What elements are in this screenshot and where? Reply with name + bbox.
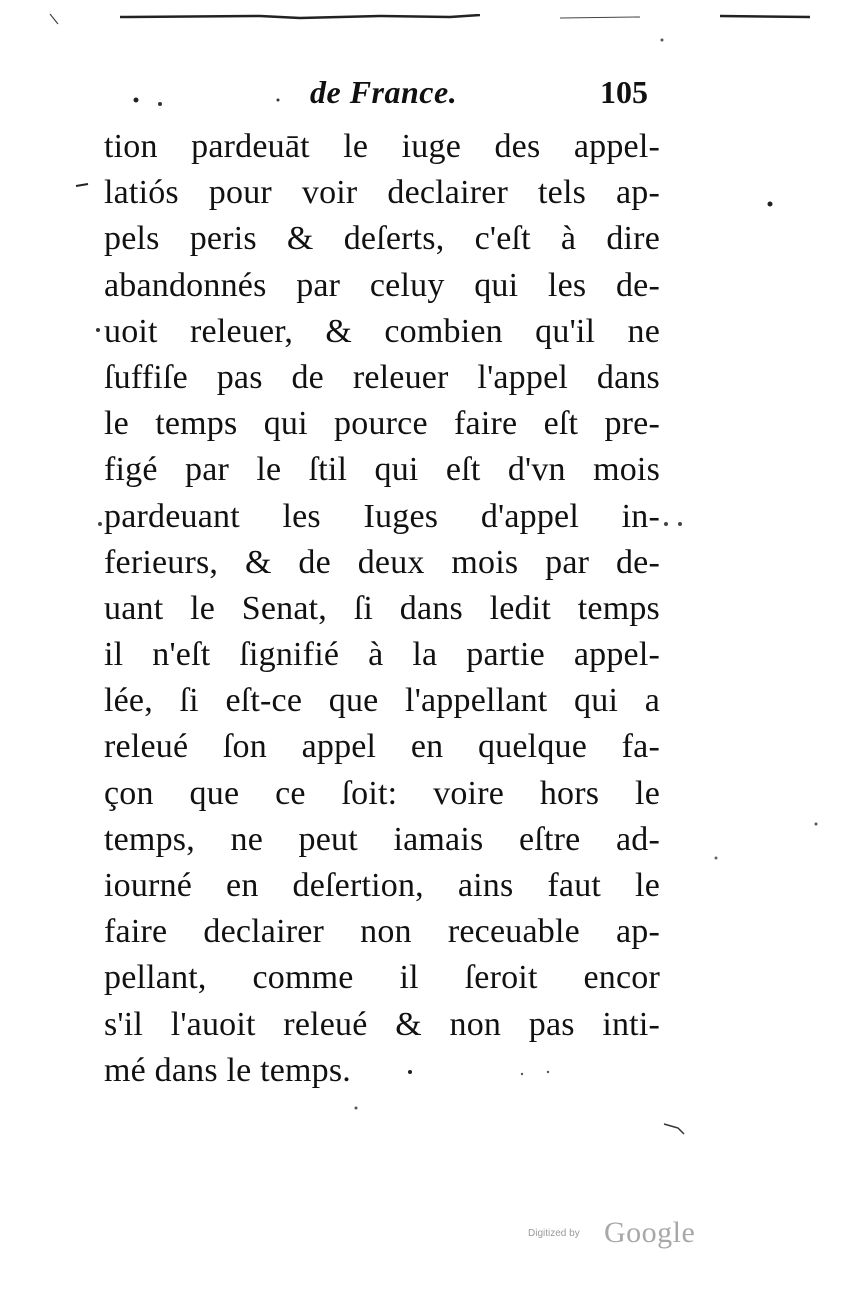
text-line: iourné en deſertion, ains faut le (104, 867, 660, 904)
text-line: abandonnés par celuy qui les de- (104, 266, 660, 304)
text-line: releué ſon appel en quelque fa- (104, 728, 660, 766)
text-line: mé dans le temps. (104, 1051, 352, 1089)
page-number: 105 (600, 74, 648, 110)
text-line: uoit releuer, & combien qu'il ne (104, 312, 660, 350)
text-line: temps, ne peut iamais eſtre ad- (104, 820, 660, 858)
text-line: faire declairer non receuable ap- (104, 913, 660, 951)
text-line: pellant, comme il ſeroit encor (104, 959, 660, 997)
text-line: çon que ce ſoit: voire hors le (104, 774, 660, 812)
digitized-by-label: Digitized by (528, 1228, 580, 1239)
text-line: tion pardeuāt le iuge des appel- (104, 128, 660, 165)
text-line: uant le Senat, ſi dans ledit temps (104, 589, 660, 627)
page-header (100, 74, 660, 118)
text-line: latiós pour voir declairer tels ap- (104, 174, 660, 212)
text-line: ſuffiſe pas de releuer l'appel dans (104, 358, 660, 396)
running-head: de France. (310, 74, 458, 110)
text-line: pardeuant les Iuges d'appel in- (104, 497, 660, 535)
text-line: pels peris & deſerts, c'eſt à dire (104, 220, 660, 258)
text-line: il n'eſt ſignifié à la partie appel- (104, 636, 660, 674)
text-line: ferieurs, & de deux mois par de- (104, 543, 660, 581)
text-line: lée, ſi eſt-ce que l'appellant qui a (104, 682, 660, 720)
top-border-rule (120, 14, 810, 20)
text-line: le temps qui pource faire eſt pre- (104, 405, 660, 443)
google-logo: Google (604, 1216, 696, 1249)
text-line: figé par le ſtil qui eſt d'vn mois (104, 451, 660, 489)
body-text (104, 124, 660, 1094)
text-line: s'il l'auoit releué & non pas inti- (104, 1005, 660, 1043)
